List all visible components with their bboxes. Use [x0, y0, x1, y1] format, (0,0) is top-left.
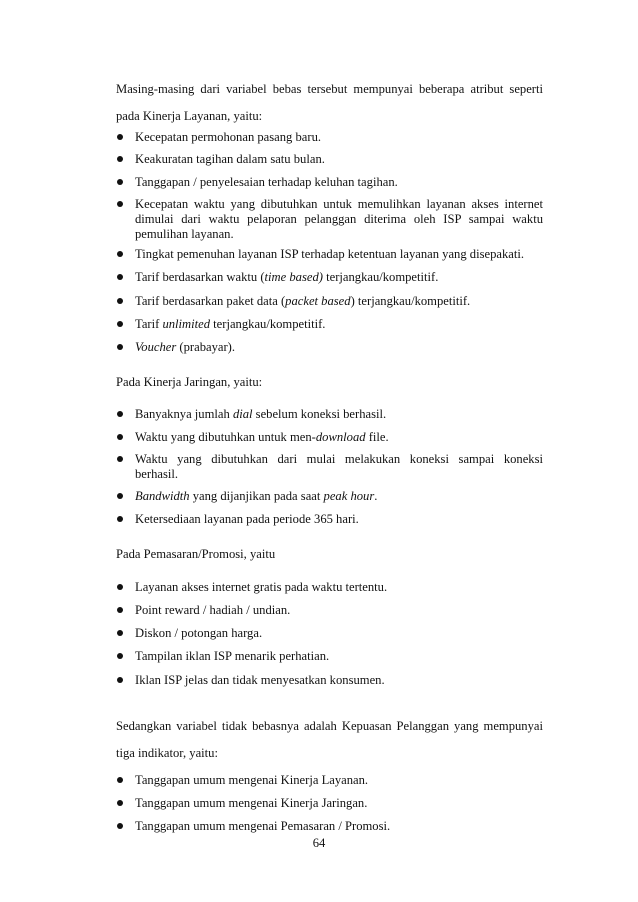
list-item-text: Tampilan iklan ISP menarik perhatian. [135, 649, 330, 663]
list-item [116, 247, 543, 262]
list-item-text: Bandwidth yang dijanjikan pada saat peak hour. [135, 489, 378, 503]
list-item [116, 673, 543, 688]
list-item-text: Keakuratan tagihan dalam satu bulan. [135, 152, 325, 166]
list-item-text: Tarif berdasarkan waktu (time based) terjangkau/kompetitif. [135, 270, 439, 284]
list-item-text: Tanggapan umum mengenai Pemasaran / Promosi. [135, 819, 391, 833]
pemasaran-promosi-heading-text: Pada Pemasaran/Promosi, yaitu [116, 547, 276, 561]
intro-line-1: Masing-masing dari variabel bebas tersebut mempunyai beberapa atribut seperti [116, 82, 543, 96]
bullet-icon [117, 493, 123, 499]
bullet-icon [117, 630, 123, 636]
list-item [116, 152, 543, 167]
list-item-text: Tingkat pemenuhan layanan ISP terhadap ketentuan layanan yang disepakati. [135, 247, 525, 261]
list-item [116, 773, 543, 788]
bullet-icon [117, 823, 123, 829]
list-item-text: Diskon / potongan harga. [135, 626, 263, 640]
list-item-text: pemulihan layanan. [135, 227, 234, 241]
bullet-icon [117, 584, 123, 590]
bullet-icon [117, 251, 123, 257]
list-item-text: Banyaknya jumlah dial sebelum koneksi berhasil. [135, 407, 387, 421]
bullet-icon [117, 321, 123, 327]
list-item [116, 340, 543, 355]
list-item-text: dimulai dari waktu pelaporan pelanggan diterima oleh ISP sampai waktu [135, 212, 543, 226]
bullet-icon [117, 179, 123, 185]
list-item [116, 175, 543, 190]
list-item [116, 317, 543, 332]
list-item [116, 197, 543, 242]
list-item-text: Tarif berdasarkan paket data (packet based) terjangkau/kompetitif. [135, 294, 471, 308]
variabel-terikat-paragraph [116, 713, 543, 767]
kinerja-jaringan-heading-text: Pada Kinerja Jaringan, yaitu: [116, 375, 263, 389]
pemasaran-promosi-heading [116, 541, 543, 568]
bullet-icon [117, 653, 123, 659]
list-item [116, 130, 543, 145]
bullet-icon [117, 298, 123, 304]
list-item-text: Ketersediaan layanan pada periode 365 hari. [135, 512, 359, 526]
bullet-icon [117, 607, 123, 613]
list-item [116, 603, 543, 618]
bullet-icon [117, 516, 123, 522]
list-item-text: Tarif unlimited terjangkau/kompetitif. [135, 317, 326, 331]
list-item-text: Voucher (prabayar). [135, 340, 236, 354]
variabel-terikat-line-1: Sedangkan variabel tidak bebasnya adalah Kepuasan Pelanggan yang mempunyai [116, 719, 543, 733]
intro-paragraph [116, 76, 543, 130]
bullet-icon [117, 134, 123, 140]
list-item-text: Waktu yang dibutuhkan untuk men-download file. [135, 430, 389, 444]
intro-line-2: pada Kinerja Layanan, yaitu: [116, 109, 263, 123]
list-item-text: Kecepatan waktu yang dibutuhkan untuk memulihkan layanan akses internet [135, 197, 543, 211]
list-item [116, 430, 543, 445]
bullet-icon [117, 156, 123, 162]
list-item [116, 649, 543, 664]
bullet-icon [117, 777, 123, 783]
list-item [116, 512, 543, 527]
list-item [116, 796, 543, 811]
list-item-text: Tanggapan / penyelesaian terhadap keluhan tagihan. [135, 175, 398, 189]
list-item-text: Point reward / hadiah / undian. [135, 603, 291, 617]
list-item [116, 270, 543, 285]
list-item-text: Kecepatan permohonan pasang baru. [135, 130, 322, 144]
bullet-icon [117, 274, 123, 280]
list-item-text: Layanan akses internet gratis pada waktu tertentu. [135, 580, 388, 594]
variabel-terikat-line-2: tiga indikator, yaitu: [116, 746, 218, 760]
page-number: 64 [312, 836, 326, 850]
kinerja-jaringan-heading [116, 369, 543, 396]
bullet-icon [117, 800, 123, 806]
list-item-text: berhasil. [135, 467, 179, 481]
bullet-icon [117, 344, 123, 350]
list-item [116, 626, 543, 641]
list-item-text: Tanggapan umum mengenai Kinerja Layanan. [135, 773, 369, 787]
list-item [116, 407, 543, 422]
list-item [116, 294, 543, 309]
list-item-text: Iklan ISP jelas dan tidak menyesatkan konsumen. [135, 673, 385, 687]
bullet-icon [117, 201, 123, 207]
bullet-icon [117, 677, 123, 683]
list-item [116, 580, 543, 595]
list-item [116, 489, 543, 504]
bullet-icon [117, 411, 123, 417]
list-item-text: Tanggapan umum mengenai Kinerja Jaringan. [135, 796, 368, 810]
list-item [116, 452, 543, 482]
list-item-text: Waktu yang dibutuhkan dari mulai melakukan koneksi sampai koneksi [135, 452, 543, 466]
bullet-icon [117, 434, 123, 440]
bullet-icon [117, 456, 123, 462]
list-item [116, 819, 543, 834]
